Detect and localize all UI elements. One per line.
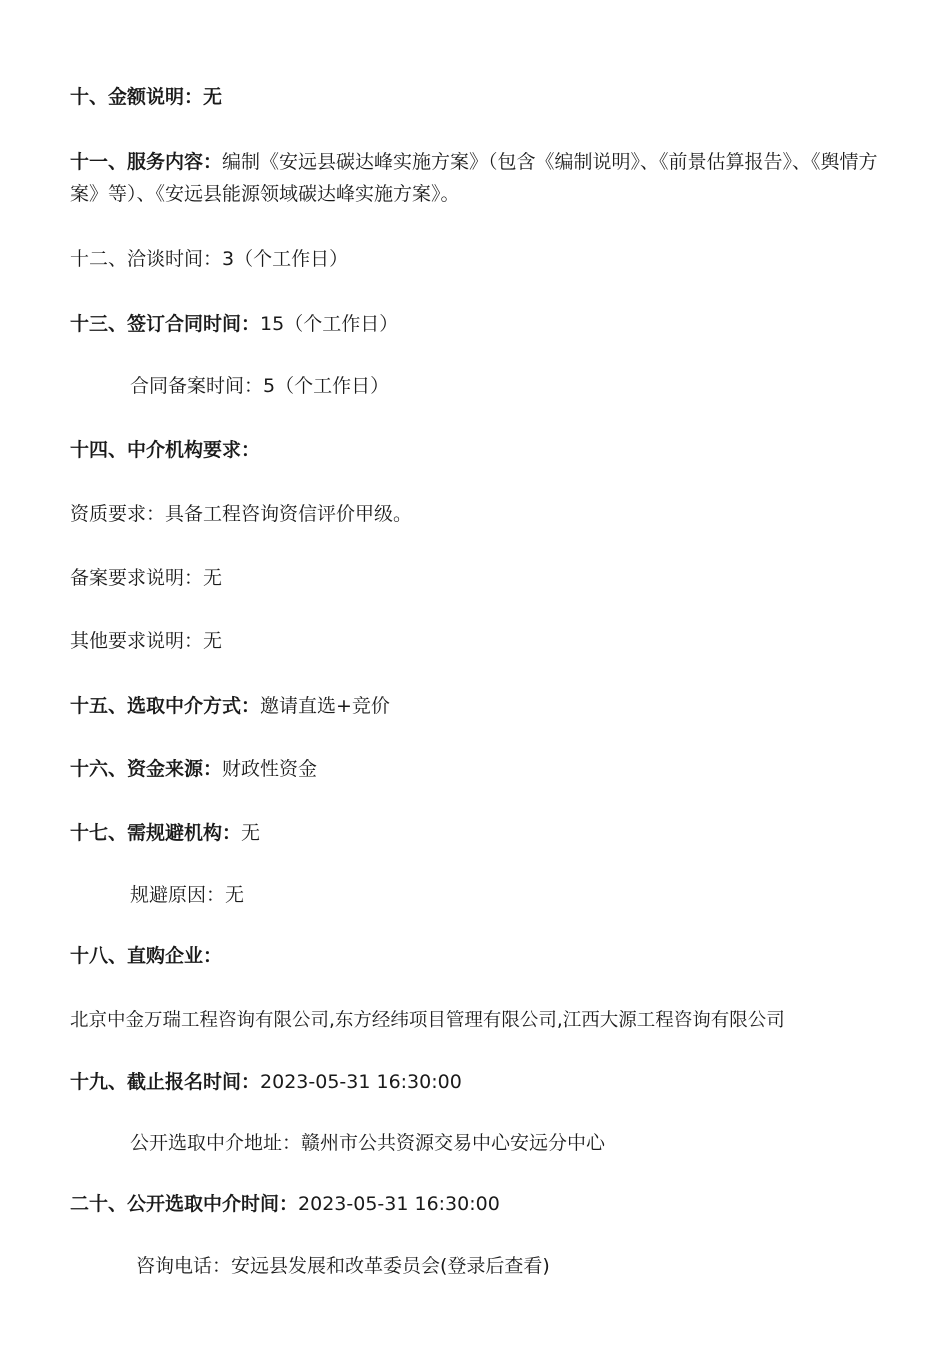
section-contract	[70, 308, 398, 340]
section-amount	[70, 81, 222, 113]
amount-value: 无	[203, 86, 223, 108]
deadline-value: 2023-05-31 16:30:00	[260, 1071, 462, 1093]
contract-label: 十三、签订合同时间：	[70, 313, 261, 335]
section-avoid-agency	[70, 817, 260, 849]
selection-time-label: 二十、公开选取中介时间：	[70, 1193, 299, 1215]
section-selection-method	[70, 690, 390, 722]
selection-time-value: 2023-05-31 16:30:00	[298, 1193, 500, 1215]
service-label: 十一、服务内容：	[70, 151, 223, 173]
qualification-requirement: 资质要求：具备工程咨询资信评价甲级。	[70, 503, 413, 525]
contact-phone: 咨询电话：安远县发展和改革委员会(登录后查看)	[136, 1255, 550, 1277]
selection-address: 公开选取中介地址：赣州市公共资源交易中心安远分中心	[130, 1132, 606, 1154]
section-selection-time	[70, 1188, 500, 1220]
section-direct-purchase: 十八、直购企业：	[70, 945, 223, 967]
section-agency-requirements: 十四、中介机构要求：	[70, 439, 261, 461]
selection-method-value: 邀请直选+竞价	[260, 695, 390, 717]
section-service	[70, 146, 900, 210]
avoid-agency-value: 无	[241, 822, 261, 844]
filing-requirement: 备案要求说明：无	[70, 567, 223, 589]
funding-label: 十六、资金来源：	[70, 758, 223, 780]
section-deadline	[70, 1066, 462, 1098]
contract-filing-time: 合同备案时间：5（个工作日）	[130, 375, 390, 397]
section-negotiation: 十二、洽谈时间：3（个工作日）	[70, 248, 349, 270]
avoid-agency-label: 十七、需规避机构：	[70, 822, 242, 844]
selection-method-label: 十五、选取中介方式：	[70, 695, 261, 717]
deadline-label: 十九、截止报名时间：	[70, 1071, 261, 1093]
other-requirement: 其他要求说明：无	[70, 630, 223, 652]
funding-value: 财政性资金	[222, 758, 318, 780]
direct-purchase-companies: 北京中金万瑞工程咨询有限公司,东方经纬项目管理有限公司,江西大源工程咨询有限公司	[70, 1010, 785, 1031]
amount-label: 十、金额说明：	[70, 86, 204, 108]
section-funding	[70, 753, 317, 785]
service-value: 编制《安远县碳达峰实施方案》（包含《编制说明》、《前景估算报告》、《舆情方案》等）、《安远县能源领域碳达峰实施方案》。	[70, 151, 878, 205]
avoid-reason: 规避原因：无	[130, 884, 245, 906]
contract-value: 15（个工作日）	[260, 313, 399, 335]
